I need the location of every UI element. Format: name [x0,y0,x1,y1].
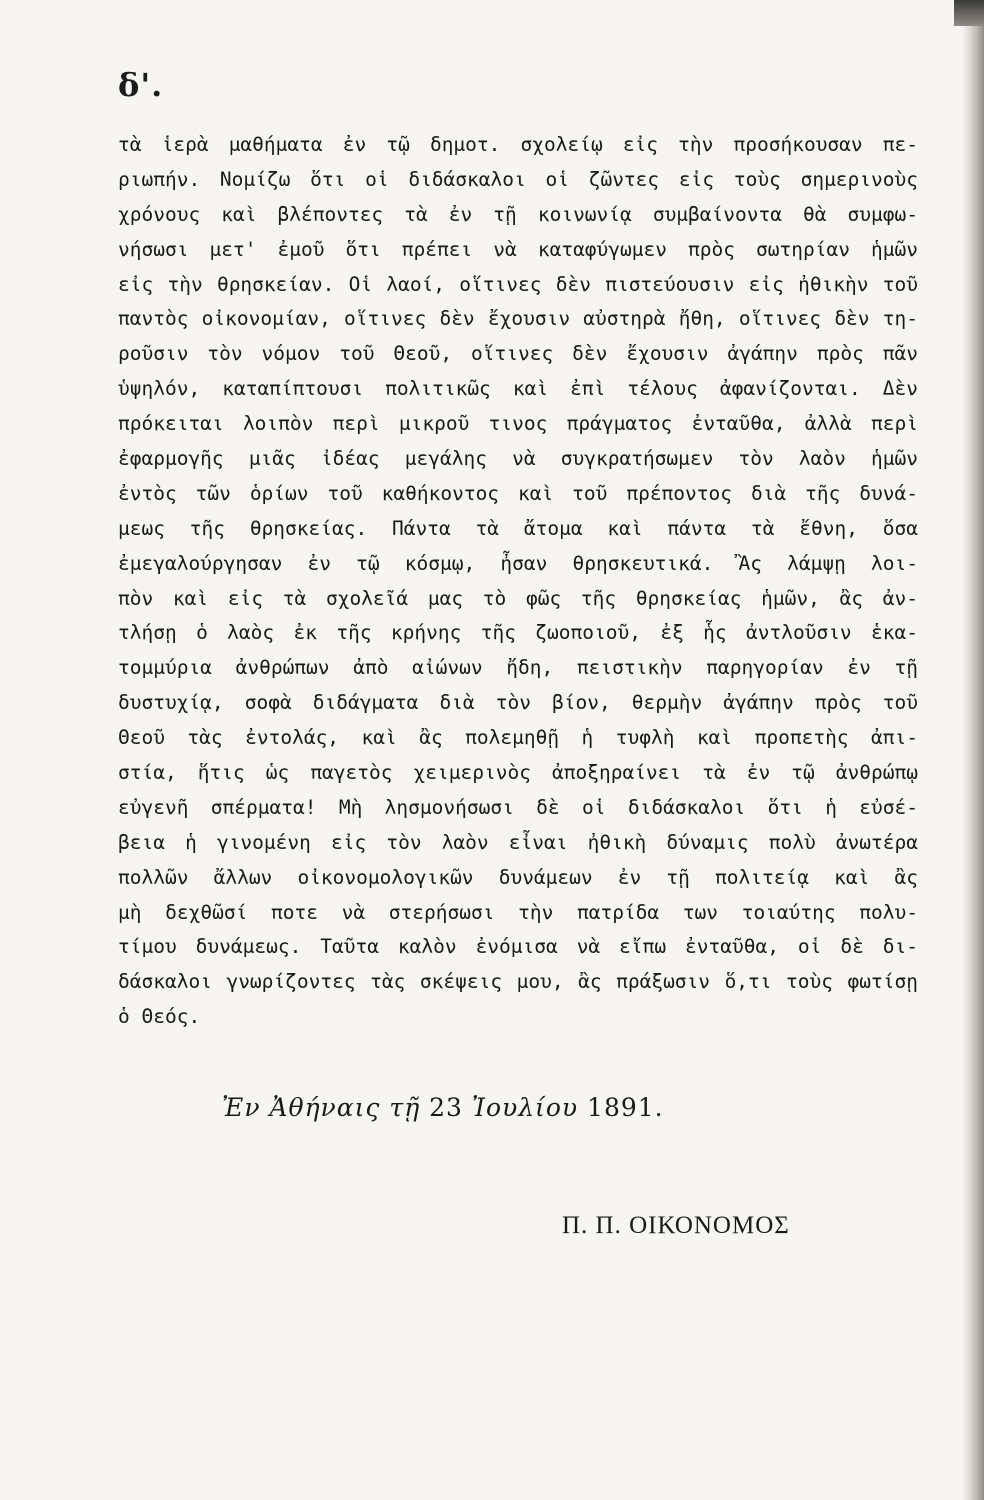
text-line: πολλῶν ἄλλων οἰκονομολογικῶν δυνάμεων ἐν τῇ πολιτείᾳ καὶ ἂς [118,865,918,889]
dateline-day: 23 [429,1093,463,1122]
text-line: πὸν καὶ εἰς τὰ σχολεῖά μας τὸ φῶς τῆς θρησκείας ἡμῶν, ἂς ἀν- [118,586,918,610]
text-line: ἐφαρμογῆς μιᾶς ἰδέας μεγάλης νὰ συγκρατήσωμεν τὸν λαὸν ἡμῶν [118,447,918,471]
text-line: πρόκειται λοιπὸν περὶ μικροῦ τινος πράγματος ἐνταῦθα, ἀλλὰ περὶ [118,412,918,436]
text-line: τομμύρια ἀνθρώπων ἀπὸ αἰώνων ἤδη, πειστικὴν παρηγορίαν ἐν τῇ [118,656,918,680]
text-line: χρόνους καὶ βλέποντες τὰ ἐν τῇ κοινωνίᾳ συμβαίνοντα θὰ συμφω- [118,202,918,226]
text-line: εἰς τὴν θρησκείαν. Οἱ λαοί, οἵτινες δὲν πιστεύουσιν εἰς ἠθικὴν τοῦ [118,272,918,296]
text-line: στία, ἥτις ὡς παγετὸς χειμερινὸς ἀποξηραίνει τὰ ἐν τῷ ἀνθρώπῳ [118,761,918,785]
text-line: βεια ἡ γινομένη εἰς τὸν λαὸν εἶναι ἠθικὴ δύναμις πολὺ ἀνωτέρα [118,830,918,854]
text-line: ριωπήν. Νομίζω ὅτι οἱ διδάσκαλοι οἱ ζῶντες εἰς τοὺς σημερινοὺς [118,167,918,191]
text-line: Θεοῦ τὰς ἐντολάς, καὶ ἂς πολεμηθῇ ἡ τυφλὴ καὶ προπετὴς ἀπι- [118,726,918,750]
text-line: τλήσῃ ὁ λαὸς ἐκ τῆς κρήνης τῆς ζωοποιοῦ, ἐξ ἧς ἀντλοῦσιν ἑκα- [118,621,918,645]
text-line: ἐμεγαλούργησαν ἐν τῷ κόσμῳ, ἦσαν θρησκευτικά. Ἂς λάμψῃ λοι- [118,551,918,575]
page-number: δ'. [118,66,164,104]
dateline-place: Ἐν Ἀθήναις τῇ [222,1093,421,1122]
signature: Π. Π. ΟΙΚΟΝΟΜΟΣ [562,1212,790,1239]
text-line: δάσκαλοι γνωρίζοντες τὰς σκέψεις μου, ἂς πράξωσιν ὅ,τι τοὺς φωτίσῃ [118,970,918,994]
text-line: τὰ ἱερὰ μαθήματα ἐν τῷ δημοτ. σχολείῳ εἰς τὴν προσήκουσαν πε- [118,133,918,156]
text-line: μὴ δεχθῶσί ποτε νὰ στερήσωσι τὴν πατρίδα των τοιαύτης πολυ- [118,900,918,924]
dateline [222,1093,664,1122]
text-line: ἐντὸς τῶν ὁρίων τοῦ καθήκοντος καὶ τοῦ πρέποντος διὰ τῆς δυνά- [118,481,918,505]
dateline-month: Ἰουλίου [471,1093,579,1122]
text-line: μεως τῆς θρησκείας. Πάντα τὰ ἄτομα καὶ πάντα τὰ ἔθνη, ὅσα [118,516,918,540]
text-line: τίμου δυνάμεως. Ταῦτα καλὸν ἐνόμισα νὰ εἴπω ἐνταῦθα, οἱ δὲ δι- [118,935,918,959]
text-line: δυστυχίᾳ, σοφὰ διδάγματα διὰ τὸν βίον, θερμὴν ἀγάπην πρὸς τοῦ [118,691,918,715]
text-line: παντὸς οἰκονομίαν, οἵτινες δὲν ἔχουσιν αὐστηρὰ ἤθη, οἵτινες δὲν τη- [118,307,918,331]
text-line: ροῦσιν τὸν νόμον τοῦ Θεοῦ, οἵτινες δὲν ἔχουσιν ἀγάπην πρὸς πᾶν [118,342,918,366]
text-line: ὁ Θεός. [118,1005,201,1029]
page-corner-shadow [954,0,984,26]
text-line: νήσωσι μετ' ἐμοῦ ὅτι πρέπει νὰ καταφύγωμεν πρὸς σωτηρίαν ἡμῶν [118,237,918,261]
text-line: εὐγενῆ σπέρματα! Μὴ λησμονήσωσι δὲ οἱ διδάσκαλοι ὅτι ἡ εὐσέ- [118,795,918,819]
body-text [118,128,918,1035]
dateline-year: 1891. [587,1093,664,1122]
text-line: ὑψηλόν, καταπίπτουσι πολιτικῶς καὶ ἐπὶ τέλους ἀφανίζονται. Δὲν [118,377,918,401]
page-edge-shadow [962,0,984,1500]
